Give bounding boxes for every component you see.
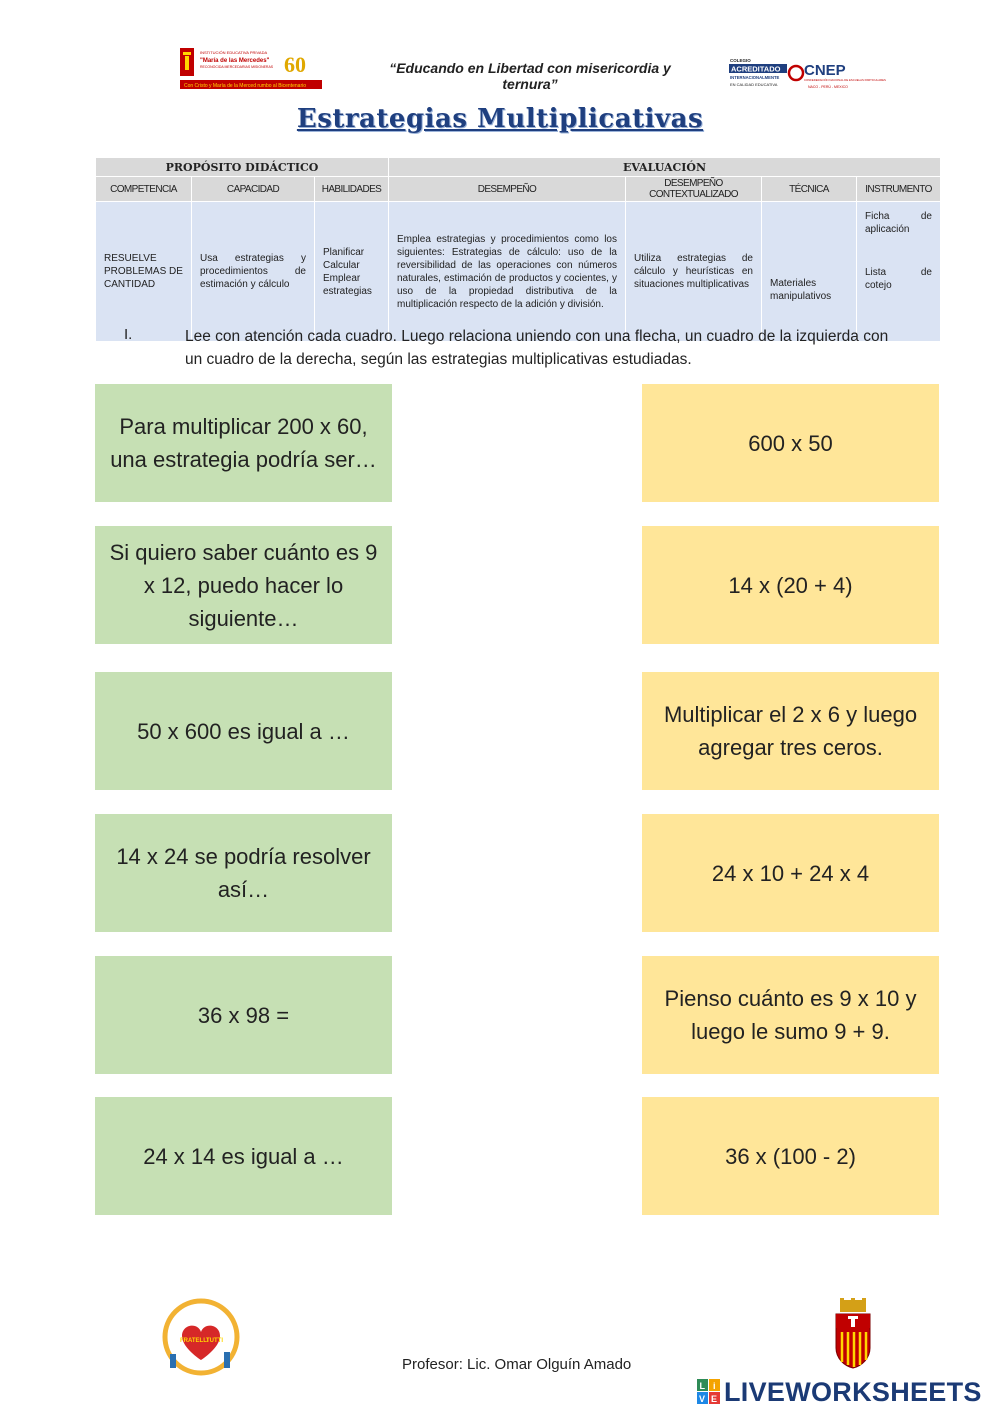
teacher-name: Profesor: Lic. Omar Olguín Amado — [402, 1356, 632, 1373]
brand-letter-v: V — [699, 1394, 706, 1404]
table-row — [96, 202, 941, 342]
school-motto: “Educando en Libertad con misericordia y ternura” — [389, 60, 671, 92]
evaluation-table — [95, 157, 941, 342]
instruction-text: Lee con atención cada cuadro. Luego relaciona uniendo con una flecha, un cuadro de la izquierda con un cuadro de la derecha, según las estrategias multiplicativas estudiadas. — [185, 328, 889, 368]
instrumento-2a: Lista — [865, 267, 887, 278]
left-match-box-4[interactable]: 14 x 24 se podría resolver así… — [95, 814, 392, 932]
brand-letter-i: i — [713, 1381, 716, 1391]
school-name: "María de las Mercedes" — [200, 58, 270, 64]
instrumento-1b: de — [920, 211, 932, 222]
cell-tecnica: Materiales manipulativos — [762, 202, 857, 342]
group-header-evaluacion: EVALUACIÓN — [389, 158, 941, 177]
cnep-brand: CNEP — [804, 62, 846, 79]
cnep-sub: NACO - PERÚ - MEXICO — [808, 85, 848, 89]
cnep-logo — [728, 55, 886, 95]
right-match-box-2[interactable]: 14 x (20 + 4) — [642, 526, 939, 644]
cell-competencia: RESUELVE PROBLEMAS DE CANTIDAD — [96, 202, 192, 342]
group-header-proposito: PROPÓSITO DIDÁCTICO — [96, 158, 389, 177]
column-header: INSTRUMENTO — [857, 177, 941, 202]
figure-icon — [224, 1352, 230, 1368]
left-match-box-1[interactable]: Para multiplicar 200 x 60, una estrategia podría ser… — [95, 384, 392, 502]
column-header: DESEMPEÑO — [389, 177, 626, 202]
instrumento-1a: Ficha — [865, 211, 890, 222]
liveworksheets-logo-icon — [697, 1379, 721, 1405]
column-header: TÉCNICA — [762, 177, 857, 202]
brand-letter-l: L — [699, 1381, 705, 1391]
tutti-text: TUTTI — [206, 1338, 223, 1344]
school-banner: Con Cristo y María de la Merced rumbo al Bicentenario — [184, 83, 306, 89]
left-match-box-2[interactable]: Si quiero saber cuánto es 9 x 12, puedo hacer lo siguiente… — [95, 526, 392, 644]
fratelli-tutti-logo — [160, 1298, 242, 1376]
cnep-colegio: COLEGIO — [730, 58, 751, 63]
left-match-box-5[interactable]: 36 x 98 = — [95, 956, 392, 1074]
cnep-emblem-icon — [789, 66, 803, 80]
cell-habilidades: Planificar Calcular Emplear estrategias — [315, 202, 389, 342]
cell-desempeno: Emplea estrategias y procedimientos como los siguientes: Estrategias de cálculo: uso de la reversibilidad de las operaciones con números naturales, estimación de productos y cocientes, y uso de la propiedad distributiva de la multiplicación respecto de la adición y división. — [389, 202, 626, 342]
brand-letter-e: E — [711, 1394, 718, 1404]
right-match-box-1[interactable]: 600 x 50 — [642, 384, 939, 502]
left-match-box-6[interactable]: 24 x 14 es igual a … — [95, 1097, 392, 1215]
right-match-box-6[interactable]: 36 x (100 - 2) — [642, 1097, 939, 1215]
cnep-desc: CONFEDERACIÓN NACIONAL DE ESCUELAS PARTICULARES — [804, 78, 886, 82]
cell-desempeno-contextualizado: Utiliza estrategias de cálculo y heurísticas en situaciones multiplicativas — [626, 202, 762, 342]
instrumento-2c: cotejo — [865, 280, 892, 291]
left-match-box-3[interactable]: 50 x 600 es igual a … — [95, 672, 392, 790]
school-line3: RECONOCIDA MERCEDARIAS MISIONERAS — [200, 65, 274, 69]
right-match-box-5[interactable]: Pienso cuánto es 9 x 10 y luego le sumo 9 + 9. — [642, 956, 939, 1074]
cnep-calidad: EN CALIDAD EDUCATIVA — [730, 82, 778, 87]
column-header: DESEMPEÑO CONTEXTUALIZADO — [626, 177, 762, 202]
fratelli-text: FRATELLI — [180, 1338, 209, 1344]
liveworksheets-brand[interactable]: LIVEWORKSHEETS — [724, 1377, 982, 1407]
cell-instrumento — [857, 202, 941, 342]
instruction-number: I. — [124, 326, 133, 343]
figure-icon — [170, 1354, 176, 1368]
column-header: CAPACIDAD — [192, 177, 315, 202]
page-title: Estrategias Multiplicativas — [296, 104, 704, 134]
school-logo — [178, 42, 326, 92]
right-match-box-4[interactable]: 24 x 10 + 24 x 4 — [642, 814, 939, 932]
column-header: COMPETENCIA — [96, 177, 192, 202]
instrumento-2b: de — [920, 267, 932, 278]
cell-capacidad: Usa estrategias y procedimientos de estimación y cálculo — [192, 202, 315, 342]
school-line1: INSTITUCIÓN EDUCATIVA PRIVADA — [200, 50, 268, 55]
cnep-internacional: INTERNACIONALMENTE — [730, 75, 780, 80]
anniversary-badge: 60 — [284, 52, 306, 77]
cnep-acreditado: ACREDITADO — [731, 64, 781, 74]
instrumento-1c: aplicación — [865, 224, 910, 235]
right-match-box-3[interactable]: Multiplicar el 2 x 6 y luego agregar tres ceros. — [642, 672, 939, 790]
column-header: HABILIDADES — [315, 177, 389, 202]
mercedarian-shield-icon — [834, 1298, 872, 1368]
